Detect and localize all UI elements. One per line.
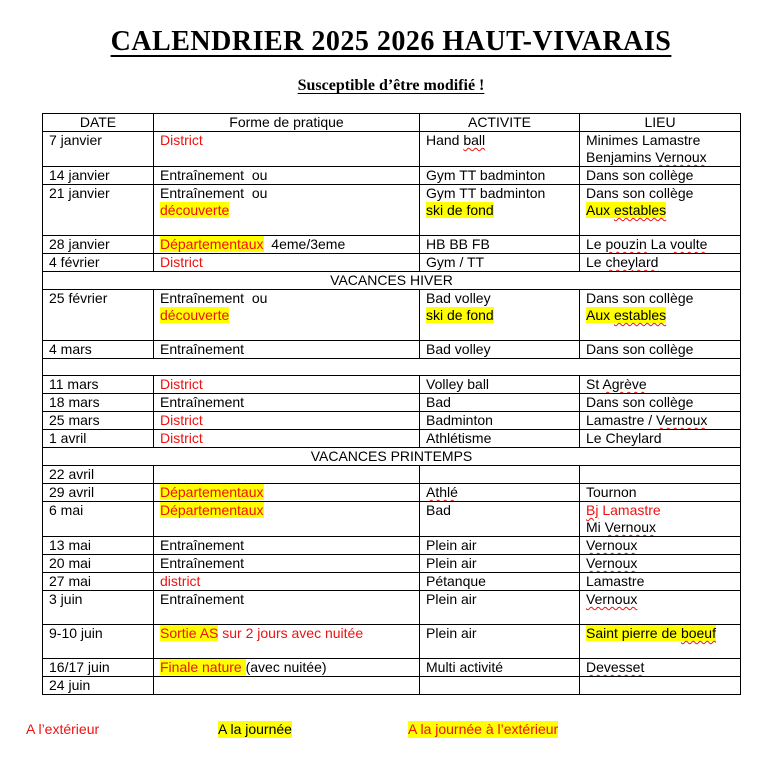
- cell-line: [160, 573, 413, 590]
- date-cell: 6 mai: [43, 502, 154, 537]
- text-run: découverte: [160, 307, 230, 323]
- section-row: [43, 272, 741, 290]
- text-run: HB BB FB: [426, 236, 490, 252]
- cell-line: [426, 484, 573, 501]
- forme-cell: [154, 185, 420, 236]
- text-run: Plein air: [426, 555, 477, 571]
- cell-line: [426, 236, 573, 253]
- page-subtitle: Susceptible d’être modifié !: [297, 77, 485, 94]
- text-run: Sortie AS: [160, 625, 219, 641]
- text-run: Bj: [586, 502, 599, 518]
- text-run: Bad volley: [426, 341, 491, 357]
- activite-cell: [420, 236, 580, 254]
- calendar-table-head: [43, 114, 741, 132]
- activite-cell: [420, 376, 580, 394]
- forme-cell: [154, 537, 420, 555]
- lieu-cell: [580, 484, 741, 502]
- text-run: Le Cheylard: [586, 430, 662, 446]
- table-row: [43, 236, 741, 254]
- text-run: Pétanque: [426, 573, 486, 589]
- activite-cell: [420, 555, 580, 573]
- legend-day-trip: A la journée: [218, 721, 292, 737]
- cell-line: [586, 591, 734, 608]
- table-row: [43, 167, 741, 185]
- text-run: District: [160, 412, 203, 428]
- cell-line: [426, 430, 573, 447]
- activite-cell: [420, 167, 580, 185]
- date-cell: 18 mars: [43, 394, 154, 412]
- cell-line: [426, 290, 573, 307]
- text-run: Devesset: [586, 659, 645, 675]
- cell-line: [586, 132, 734, 149]
- text-run: ski de fond: [426, 307, 494, 323]
- table-row: [43, 254, 741, 272]
- text-run: Entraînement ou: [160, 185, 268, 201]
- cell-line: [426, 555, 573, 572]
- lieu-cell: [580, 502, 741, 537]
- text-run: Benjamins: [586, 149, 656, 165]
- date-cell: 14 janvier: [43, 167, 154, 185]
- text-run: Le: [586, 236, 606, 252]
- date-cell: 22 avril: [43, 466, 154, 484]
- page-title: CALENDRIER 2025 2026 HAUT-VIVARAIS: [110, 26, 672, 57]
- cell-line: [160, 484, 413, 501]
- col-header-date: DATE: [43, 114, 154, 132]
- cell-line: [586, 307, 734, 324]
- table-row: [43, 555, 741, 573]
- date-cell: 20 mai: [43, 555, 154, 573]
- text-run: estables: [614, 202, 667, 218]
- table-row: [43, 185, 741, 236]
- date-cell: 11 mars: [43, 376, 154, 394]
- text-run: ski de fond: [426, 202, 494, 218]
- date-cell: 28 janvier: [43, 236, 154, 254]
- date-cell: 1 avril: [43, 430, 154, 448]
- cell-line: [426, 591, 573, 608]
- forme-cell: [154, 167, 420, 185]
- text-run: Entraînement: [160, 555, 245, 571]
- date-cell: 16/17 juin: [43, 659, 154, 677]
- cell-line: [586, 149, 734, 166]
- cell-line: [160, 132, 413, 149]
- forme-cell: [154, 394, 420, 412]
- activite-cell: [420, 254, 580, 272]
- date-cell: 7 janvier: [43, 132, 154, 167]
- forme-cell: [154, 591, 420, 625]
- cell-line: [586, 341, 734, 358]
- cell-line: [160, 502, 413, 519]
- activite-cell: [420, 502, 580, 537]
- forme-cell: [154, 484, 420, 502]
- cell-line: [426, 376, 573, 393]
- text-run: District: [160, 132, 203, 148]
- text-run: Badminton: [426, 412, 493, 428]
- cell-line: [586, 625, 734, 642]
- activite-cell: [420, 132, 580, 167]
- text-run: Vernoux: [586, 591, 638, 607]
- cell-line: [586, 236, 734, 253]
- cell-line: [426, 254, 573, 271]
- forme-cell: [154, 341, 420, 359]
- text-run: Lamastre: [598, 502, 661, 518]
- cell-line: [160, 659, 413, 676]
- lieu-cell: [580, 412, 741, 430]
- text-run: Mi: [586, 519, 605, 535]
- lieu-cell: [580, 376, 741, 394]
- forme-cell: [154, 412, 420, 430]
- table-row: [43, 376, 741, 394]
- activite-cell: [420, 412, 580, 430]
- text-run: district: [160, 573, 201, 589]
- forme-cell: [154, 502, 420, 537]
- cell-line: [586, 202, 734, 219]
- text-run: Vernoux: [656, 412, 708, 428]
- activite-cell: [420, 185, 580, 236]
- text-run: Volley ball: [426, 376, 490, 392]
- date-cell: 9-10 juin: [43, 625, 154, 659]
- cell-line: [426, 394, 573, 411]
- section-label-cell: VACANCES HIVER: [43, 272, 741, 290]
- cell-line: [586, 290, 734, 307]
- text-run: Lamastre /: [586, 412, 657, 428]
- text-run: Entraînement ou: [160, 167, 268, 183]
- cell-line: [426, 412, 573, 429]
- cell-line: [586, 167, 734, 184]
- cell-line: [426, 202, 573, 219]
- lieu-cell: [580, 659, 741, 677]
- text-run: découverte: [160, 202, 230, 218]
- cell-line: [426, 132, 573, 149]
- forme-cell: [154, 677, 420, 695]
- cell-line: [160, 202, 413, 219]
- activite-cell: [420, 591, 580, 625]
- cell-line: [426, 167, 573, 184]
- lieu-cell: [580, 341, 741, 359]
- cell-line: [586, 376, 734, 393]
- activite-cell: [420, 625, 580, 659]
- text-run: cheylard: [605, 254, 659, 270]
- text-run: District: [160, 376, 203, 392]
- text-run: Minimes Lamastre: [586, 132, 701, 148]
- cell-line: [160, 537, 413, 554]
- text-run: Plein air: [426, 537, 477, 553]
- lieu-cell: [580, 677, 741, 695]
- text-run: Plein air: [426, 625, 477, 641]
- date-cell: 13 mai: [43, 537, 154, 555]
- table-row: [43, 341, 741, 359]
- text-run: Athlétisme: [426, 430, 492, 446]
- cell-line: [160, 625, 413, 642]
- activite-cell: [420, 659, 580, 677]
- text-run: Le: [586, 254, 606, 270]
- text-run: (avec nuitée): [245, 659, 327, 675]
- text-run: Entraînement: [160, 394, 245, 410]
- text-run: Vernoux: [655, 149, 707, 165]
- cell-line: [426, 659, 573, 676]
- text-run: Départementaux: [160, 236, 264, 252]
- cell-line: [160, 376, 413, 393]
- text-run: Aux: [586, 202, 615, 218]
- text-run: Dans son collège: [586, 290, 694, 306]
- date-cell: 25 février: [43, 290, 154, 341]
- date-cell: 25 mars: [43, 412, 154, 430]
- forme-cell: [154, 430, 420, 448]
- forme-cell: [154, 132, 420, 167]
- table-row: [43, 412, 741, 430]
- legend-exterior: A l’extérieur: [26, 721, 100, 737]
- activite-cell: [420, 537, 580, 555]
- lieu-cell: [580, 254, 741, 272]
- text-run: Tournon: [586, 484, 637, 500]
- table-row: [43, 591, 741, 625]
- forme-cell: [154, 254, 420, 272]
- legend: [0, 721, 782, 741]
- text-run: Vernoux: [604, 519, 657, 535]
- cell-line: [586, 519, 734, 536]
- text-run: Lamastre: [586, 573, 645, 589]
- cell-line: [426, 537, 573, 554]
- cell-line: [586, 537, 734, 554]
- text-run: St: [586, 376, 603, 392]
- cell-line: [426, 307, 573, 324]
- text-run: Hand: [426, 132, 464, 148]
- table-row: [43, 290, 741, 341]
- lieu-cell: [580, 591, 741, 625]
- cell-line: [586, 573, 734, 590]
- cell-line: [160, 341, 413, 358]
- text-run: Dans son collège: [586, 167, 694, 183]
- lieu-cell: [580, 132, 741, 167]
- spacer-cell: [43, 359, 741, 376]
- activite-cell: [420, 341, 580, 359]
- text-run: Entraînement: [160, 341, 245, 357]
- cell-line: [160, 591, 413, 608]
- lieu-cell: [580, 430, 741, 448]
- table-row: [43, 677, 741, 695]
- cell-line: [426, 341, 573, 358]
- text-run: Entraînement ou: [160, 290, 268, 306]
- table-row: [43, 484, 741, 502]
- text-run: Plein air: [426, 591, 477, 607]
- cell-line: [160, 430, 413, 447]
- activite-cell: [420, 394, 580, 412]
- cell-line: [586, 502, 734, 519]
- cell-line: [160, 236, 413, 253]
- cell-line: [426, 573, 573, 590]
- header-row: [43, 114, 741, 132]
- col-header-activite: ACTIVITE: [420, 114, 580, 132]
- text-run: Vernoux: [586, 537, 638, 553]
- lieu-cell: [580, 394, 741, 412]
- date-cell: 27 mai: [43, 573, 154, 591]
- forme-cell: [154, 625, 420, 659]
- forme-cell: [154, 573, 420, 591]
- text-run: District: [160, 430, 203, 446]
- table-row: [43, 502, 741, 537]
- text-run: Départementaux: [160, 484, 264, 500]
- table-row: [43, 659, 741, 677]
- cell-line: [586, 430, 734, 447]
- text-run: Entraînement: [160, 591, 245, 607]
- cell-line: [586, 412, 734, 429]
- text-run: Finale nature: [160, 659, 246, 675]
- forme-cell: [154, 659, 420, 677]
- text-run: Vernoux: [586, 555, 638, 571]
- text-run: sur 2 jours avec nuitée: [218, 625, 364, 641]
- text-run: Gym TT badminton: [426, 167, 546, 183]
- text-run: 4eme/3eme: [263, 236, 346, 252]
- section-label-cell: VACANCES PRINTEMPS: [43, 448, 741, 466]
- text-run: Gym TT badminton: [426, 185, 546, 201]
- text-run: District: [160, 254, 203, 270]
- activite-cell: [420, 573, 580, 591]
- activite-cell: [420, 677, 580, 695]
- lieu-cell: [580, 625, 741, 659]
- text-run: Entraînement: [160, 537, 245, 553]
- cell-line: [586, 555, 734, 572]
- cell-line: [160, 290, 413, 307]
- text-run: Saint pierre de: [586, 625, 681, 641]
- text-run: Agrève: [602, 376, 647, 392]
- text-run: Bad: [426, 502, 451, 518]
- cell-line: [586, 659, 734, 676]
- activite-cell: [420, 430, 580, 448]
- activite-cell: [420, 484, 580, 502]
- lieu-cell: [580, 236, 741, 254]
- text-run: ball: [463, 132, 486, 148]
- section-row: [43, 448, 741, 466]
- col-header-forme-de-pratique: Forme de pratique: [154, 114, 420, 132]
- lieu-cell: [580, 167, 741, 185]
- date-cell: 24 juin: [43, 677, 154, 695]
- date-cell: 4 février: [43, 254, 154, 272]
- spacer-row: [43, 359, 741, 376]
- text-run: pouzin: [605, 236, 647, 252]
- table-row: [43, 537, 741, 555]
- cell-line: [160, 307, 413, 324]
- cell-line: [160, 167, 413, 184]
- text-run: Départementaux: [160, 502, 264, 518]
- table-row: [43, 394, 741, 412]
- activite-cell: [420, 466, 580, 484]
- cell-line: [586, 185, 734, 202]
- text-run: Bad: [426, 394, 451, 410]
- cell-line: [426, 625, 573, 642]
- text-run: Aux: [586, 307, 615, 323]
- forme-cell: [154, 466, 420, 484]
- date-cell: 3 juin: [43, 591, 154, 625]
- text-run: boeuf: [680, 625, 716, 641]
- cell-line: [426, 185, 573, 202]
- forme-cell: [154, 376, 420, 394]
- text-run: Bad volley: [426, 290, 491, 306]
- forme-cell: [154, 555, 420, 573]
- cell-line: [160, 254, 413, 271]
- forme-cell: [154, 290, 420, 341]
- table-row: [43, 132, 741, 167]
- lieu-cell: [580, 466, 741, 484]
- activite-cell: [420, 290, 580, 341]
- cell-line: [160, 555, 413, 572]
- text-run: voulte: [670, 236, 708, 252]
- text-run: Dans son collège: [586, 394, 694, 410]
- lieu-cell: [580, 185, 741, 236]
- table-row: [43, 430, 741, 448]
- cell-line: [160, 394, 413, 411]
- cell-line: [160, 412, 413, 429]
- lieu-cell: [580, 537, 741, 555]
- text-run: Dans son collège: [586, 341, 694, 357]
- text-run: estables: [614, 307, 667, 323]
- forme-cell: [154, 236, 420, 254]
- cell-line: [586, 254, 734, 271]
- cell-line: [426, 502, 573, 519]
- table-row: [43, 573, 741, 591]
- calendar-table-body: [43, 132, 741, 695]
- date-cell: 29 avril: [43, 484, 154, 502]
- text-run: Gym / TT: [426, 254, 485, 270]
- text-run: Athlé: [426, 484, 458, 500]
- cell-line: [160, 185, 413, 202]
- text-run: La: [646, 236, 671, 252]
- table-row: [43, 625, 741, 659]
- cell-line: [586, 484, 734, 501]
- date-cell: 4 mars: [43, 341, 154, 359]
- cell-line: [586, 394, 734, 411]
- calendar-table: [42, 113, 741, 695]
- col-header-lieu: LIEU: [580, 114, 741, 132]
- lieu-cell: [580, 290, 741, 341]
- legend-day-trip-exterior: A la journée à l’extérieur: [408, 721, 559, 737]
- lieu-cell: [580, 555, 741, 573]
- text-run: Dans son collège: [586, 185, 694, 201]
- date-cell: 21 janvier: [43, 185, 154, 236]
- table-row: [43, 466, 741, 484]
- text-run: Multi activité: [426, 659, 504, 675]
- lieu-cell: [580, 573, 741, 591]
